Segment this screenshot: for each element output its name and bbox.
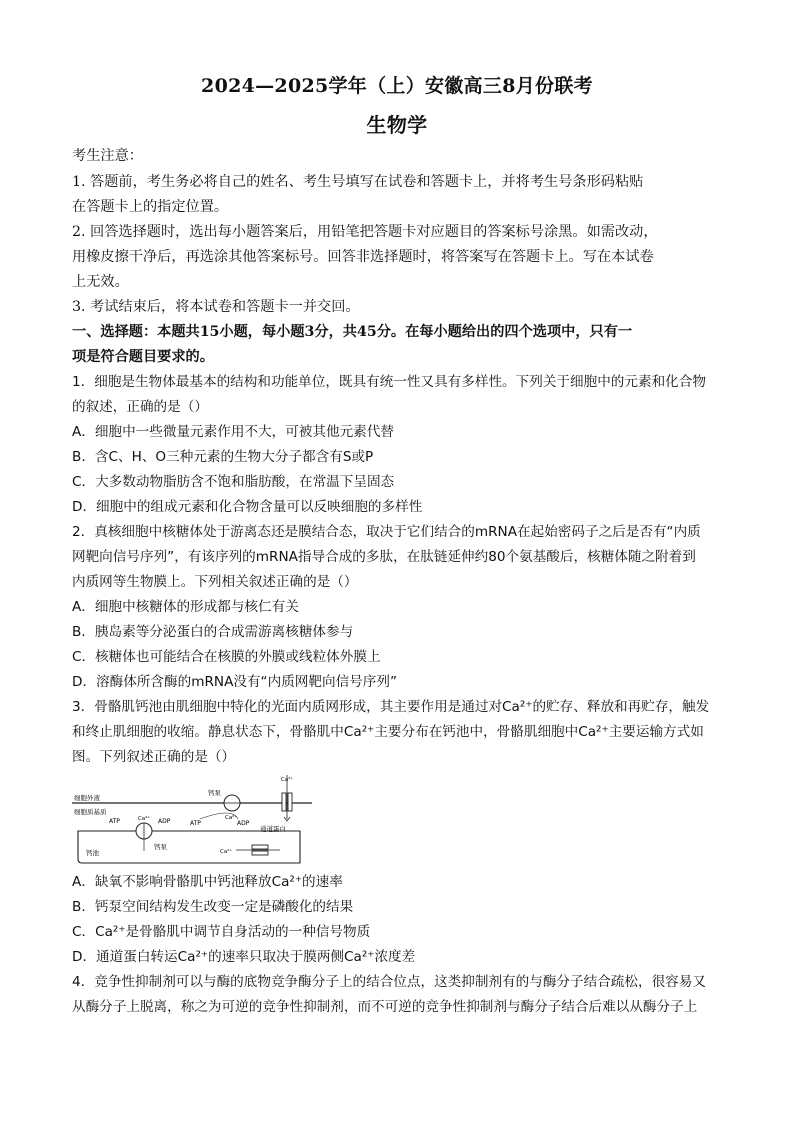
notice-item-1: 1. 答题前，考生务必将自己的姓名、考生号填写在试卷和答题卡上，并将考生号条形码粘贴 (72, 174, 644, 190)
extracellular-label: 细胞外液 (74, 794, 100, 802)
q2-option-b: B．胰岛素等分泌蛋白的合成需游离核糖体参与 (72, 624, 354, 640)
section-heading: 一、选择题：本题共15小题，每小题3分，共45分。在每小题给出的四个选项中，只有一 (72, 324, 633, 340)
ca-top-label: Ca²⁺ (281, 777, 294, 783)
notice-heading: 考生注意： (72, 148, 143, 164)
ca-mid-label: Ca²⁺ (225, 815, 238, 821)
q2-option-a: A．细胞中核糖体的形成都与核仁有关 (72, 599, 299, 615)
adp-label-2: ADP (237, 820, 250, 827)
cytoplasm-label: 细胞质基质 (74, 808, 107, 816)
q3-stem: 3．骨骼肌钙池由肌细胞中特化的光面内质网形成，其主要作用是通过对Ca²⁺的贮存、释放和再贮存，触发 (72, 699, 710, 715)
pool-label: 钙池 (86, 849, 99, 857)
q1-stem-cont: 的叙述，正确的是（） (72, 399, 208, 415)
q3-option-c: C．Ca²⁺是骨骼肌中调节自身活动的一种信号物质 (72, 924, 371, 940)
q2-option-c: C．核糖体也可能结合在核膜的外膜或线粒体外膜上 (72, 649, 381, 665)
subject-title: 生物学 (366, 113, 428, 137)
ca-bottom-label: Ca²⁺ (220, 849, 233, 855)
q2-stem-cont2: 内质网等生物膜上。下列相关叙述正确的是（） (72, 574, 358, 590)
channel-protein-left (282, 793, 286, 811)
q2-stem: 2．真核细胞中核糖体处于游离态还是膜结合态，取决于它们结合的mRNA在起始密码子之后是否有“内质 (72, 524, 701, 540)
channel-label: 通道蛋白 (260, 825, 286, 833)
q1-option-d: D．细胞中的组成元素和化合物含量可以反映细胞的多样性 (72, 499, 423, 515)
pump-top-label: 钙泵 (208, 789, 221, 797)
notice-item-2-cont2: 上无效。 (72, 274, 129, 290)
q4-stem-cont: 从酶分子上脱离，称之为可逆的竞争性抑制剂，而不可逆的竞争性抑制剂与酶分子结合后难以从酶分子上 (72, 999, 698, 1015)
notice-item-2: 2. 回答选择题时，选出每小题答案后，用铅笔把答题卡对应题目的答案标号涂黑。如需改动， (72, 224, 658, 240)
pool-channel-bottom (252, 851, 268, 855)
q1-option-c: C．大多数动物脂肪含不饱和脂肪酸，在常温下呈固态 (72, 474, 395, 490)
pool-channel-top (252, 845, 268, 849)
q4-stem: 4．竞争性抑制剂可以与酶的底物竞争酶分子上的结合位点，这类抑制剂有的与酶分子结合疏松，很容易又 (72, 974, 706, 990)
q1-option-b: B．含C、H、O三种元素的生物大分子都含有S或P (72, 449, 374, 465)
atp-label-2: ATP (190, 820, 201, 827)
q3-stem-cont2: 图。下列叙述正确的是（） (72, 749, 236, 765)
section-heading-cont: 项是符合题目要求的。 (72, 349, 214, 365)
q3-option-a: A．缺氧不影响骨骼肌中钙池释放Ca²⁺的速率 (72, 874, 343, 890)
q2-stem-cont: 网靶向信号序列”，有该序列的mRNA指导合成的多肽，在肽链延伸约80个氨基酸后，核糖体随之附着到 (72, 549, 696, 565)
notice-item-1-cont: 在答题卡上的指定位置。 (72, 199, 229, 215)
adp-label-1: ADP (158, 818, 171, 825)
q3-option-d: D．通道蛋白转运Ca²⁺的速率只取决于膜两侧Ca²⁺浓度差 (72, 949, 416, 965)
q3-option-b: B．钙泵空间结构发生改变一定是磷酸化的结果 (72, 899, 354, 915)
channel-protein-right (288, 793, 292, 811)
q3-stem-cont: 和终止肌细胞的收缩。静息状态下，骨骼肌中Ca²⁺主要分布在钙池中，骨骼肌细胞中Ca²⁺主要运输方式如 (72, 724, 704, 740)
notice-item-3: 3. 考试结束后，将本试卷和答题卡一并交回。 (72, 299, 360, 315)
atp-label-1: ATP (109, 818, 120, 825)
q2-option-d: D．溶酶体所含酶的mRNA没有“内质网靶向信号序列” (72, 674, 397, 690)
q1-option-a: A．细胞中一些微量元素作用不大，可被其他元素代替 (72, 424, 394, 440)
calcium-transport-diagram (72, 773, 312, 869)
pump-bottom-label: 钙泵 (154, 843, 167, 851)
ca-left-label: Ca²⁺ (138, 816, 151, 822)
exam-title: 2024—2025学年（上）安徽高三8月份联考 (201, 75, 593, 97)
q1-stem: 1．细胞是生物体最基本的结构和功能单位，既具有统一性又具有多样性。下列关于细胞中的元素和化合物 (72, 374, 706, 390)
notice-item-2-cont: 用橡皮擦干净后，再选涂其他答案标号。回答非选择题时，将答案写在答题卡上。写在本试卷 (72, 249, 654, 265)
